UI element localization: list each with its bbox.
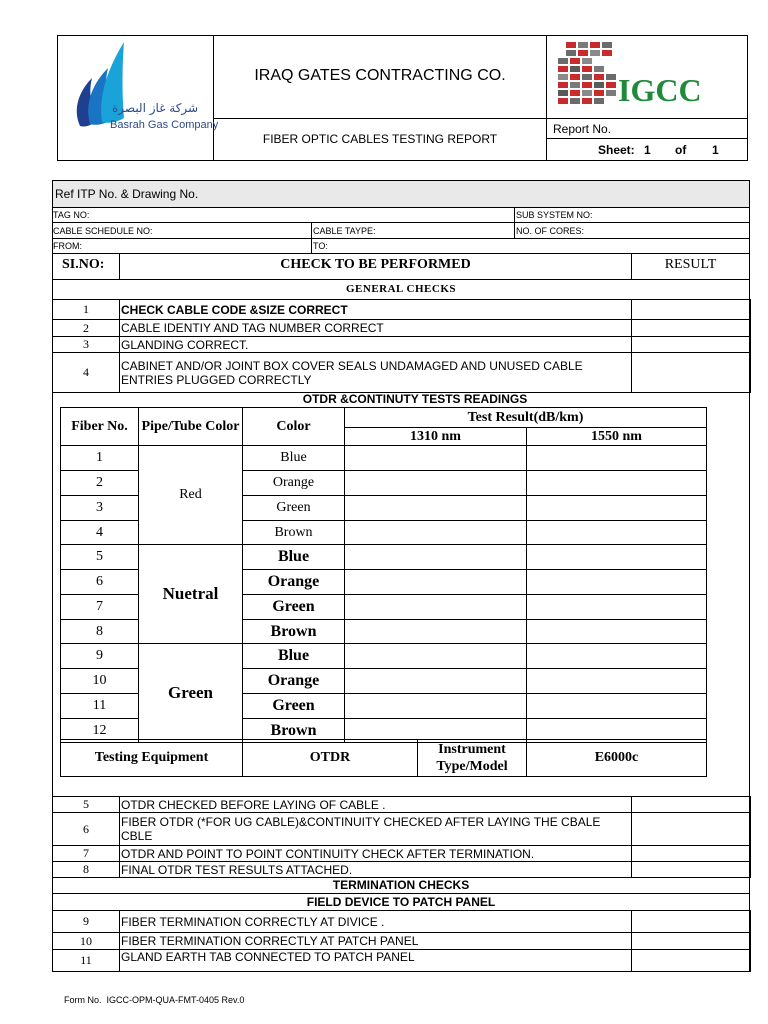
divider — [119, 253, 120, 279]
general-checks-table — [52, 299, 751, 393]
fiber-number: 2 — [61, 471, 139, 496]
result-1550-cell[interactable] — [527, 620, 707, 644]
termination-checks-title: TERMINATION CHECKS — [332, 878, 470, 892]
cable-type-label: CABLE TAYPE: — [313, 226, 376, 236]
result-cell[interactable] — [632, 797, 751, 813]
table-row — [53, 862, 751, 878]
fiber-color: Green — [243, 496, 345, 521]
table-row — [53, 320, 751, 337]
divider — [52, 207, 750, 208]
result-cell[interactable] — [632, 320, 751, 337]
result-1310-cell[interactable] — [345, 595, 527, 620]
testing-equipment-value: OTDR — [243, 740, 418, 777]
termination-checks-table — [52, 910, 751, 972]
company-name: IRAQ GATES CONTRACTING CO. — [254, 67, 506, 84]
divider — [52, 279, 750, 280]
result-cell[interactable] — [632, 933, 751, 950]
check-text: OTDR CHECKED BEFORE LAYING OF CABLE . — [120, 797, 632, 813]
check-text: CABINET AND/OR JOINT BOX COVER SEALS UNDAMAGED AND UNUSED CABLE ENTRIES PLUGGED CORRECTLY — [120, 353, 632, 393]
result-cell[interactable] — [632, 862, 751, 878]
table-row — [53, 813, 751, 846]
result-cell[interactable] — [632, 300, 751, 320]
table-row — [53, 950, 751, 972]
tag-no-label: TAG NO: — [53, 210, 90, 220]
result-1310-cell[interactable] — [345, 496, 527, 521]
check-text: GLAND EARTH TAB CONNECTED TO PATCH PANEL — [120, 950, 632, 972]
fiber-color: Blue — [243, 446, 345, 471]
form-number: Form No. IGCC-OPM-QUA-FMT-0405 Rev.0 — [64, 995, 245, 1005]
cable-schedule-no-label: CABLE SCHEDULE NO: — [53, 226, 153, 236]
testing-equipment-label: Testing Equipment — [61, 740, 243, 777]
check-text: OTDR AND POINT TO POINT CONTINUITY CHECK AFTER TERMINATION. — [120, 846, 632, 862]
result-1550-cell[interactable] — [527, 521, 707, 545]
tube-color: Red — [139, 446, 243, 545]
result-1310-cell[interactable] — [345, 620, 527, 644]
sheet-of: of — [675, 143, 687, 157]
fiber-color: Blue — [243, 545, 345, 570]
left-logo-english: Basrah Gas Company — [110, 119, 219, 131]
result-1310-cell[interactable] — [345, 521, 527, 545]
check-header: CHECK TO BE PERFORMED — [280, 257, 471, 272]
fiber-no-header: Fiber No. — [61, 408, 139, 446]
report-no-label: Report No. — [553, 122, 612, 136]
divider — [52, 238, 750, 239]
row-number: 8 — [53, 862, 120, 878]
fiber-color: Orange — [243, 669, 345, 694]
otdr-section-title: OTDR &CONTINUTY TESTS READINGS — [302, 392, 528, 406]
result-cell[interactable] — [632, 846, 751, 862]
table-row — [61, 545, 707, 570]
check-text: FIBER TERMINATION CORRECTLY AT PATCH PANEL — [120, 933, 632, 950]
divider — [546, 35, 547, 161]
fiber-number: 9 — [61, 644, 139, 669]
field-device-title: FIELD DEVICE TO PATCH PANEL — [306, 895, 496, 909]
general-checks-title: GENERAL CHECKS — [346, 283, 456, 295]
tube-color: Green — [139, 644, 243, 743]
result-1550-cell[interactable] — [527, 644, 707, 669]
left-logo-arabic: شركة غاز البصرة — [112, 101, 199, 115]
divider — [52, 253, 750, 254]
divider — [631, 253, 632, 279]
row-number: 7 — [53, 846, 120, 862]
result-header: RESULT — [664, 257, 717, 272]
fiber-color: Brown — [243, 521, 345, 545]
result-1550-cell[interactable] — [527, 669, 707, 694]
sheet-num: 1 — [644, 143, 651, 157]
row-number: 1 — [53, 300, 120, 320]
divider — [52, 222, 750, 223]
row-number: 2 — [53, 320, 120, 337]
fiber-color: Green — [243, 694, 345, 719]
fiber-number: 12 — [61, 719, 139, 743]
fiber-number: 3 — [61, 496, 139, 521]
ref-itp-label: Ref ITP No. & Drawing No. — [55, 187, 199, 201]
from-label: FROM: — [53, 241, 82, 251]
result-1310-cell[interactable] — [345, 471, 527, 496]
nm-1550-header: 1550 nm — [527, 428, 707, 446]
divider — [52, 893, 750, 894]
result-1310-cell[interactable] — [345, 570, 527, 595]
fiber-number: 10 — [61, 669, 139, 694]
fiber-color: Brown — [243, 719, 345, 743]
testing-equipment-table — [60, 739, 707, 777]
table-row — [53, 300, 751, 320]
sl-no-header: SI.NO: — [62, 257, 105, 272]
table-row — [53, 911, 751, 933]
fiber-test-table — [60, 407, 707, 743]
nm-1310-header: 1310 nm — [345, 428, 527, 446]
to-label: TO: — [313, 241, 328, 251]
divider — [514, 207, 515, 238]
row-number: 4 — [53, 353, 120, 393]
result-1550-cell[interactable] — [527, 446, 707, 471]
check-text: FIBER TERMINATION CORRECTLY AT DIVICE . — [120, 911, 632, 933]
sheet-label: Sheet: — [598, 143, 635, 157]
row-number: 6 — [53, 813, 120, 846]
divider — [213, 118, 748, 119]
fiber-number: 5 — [61, 545, 139, 570]
check-text: FIBER OTDR (*FOR UG CABLE)&CONTINUITY CHECKED AFTER LAYING THE CBALE CBLE — [120, 813, 632, 846]
result-1550-cell[interactable] — [527, 570, 707, 595]
result-cell[interactable] — [632, 813, 751, 846]
result-1310-cell[interactable] — [345, 644, 527, 669]
result-cell[interactable] — [632, 337, 751, 353]
otdr-checks-table — [52, 796, 751, 878]
result-1550-cell[interactable] — [527, 545, 707, 570]
table-row — [53, 933, 751, 950]
fiber-number: 1 — [61, 446, 139, 471]
result-cell[interactable] — [632, 353, 751, 393]
fiber-number: 7 — [61, 595, 139, 620]
report-title: FIBER OPTIC CABLES TESTING REPORT — [262, 132, 498, 146]
sub-system-no-label: SUB SYSTEM NO: — [516, 210, 593, 220]
pipe-tube-header: Pipe/Tube Color — [139, 408, 243, 446]
row-number: 10 — [53, 933, 120, 950]
result-1550-cell[interactable] — [527, 496, 707, 521]
instrument-label: Instrument Type/Model — [418, 740, 527, 777]
table-row — [61, 408, 707, 428]
table-row — [53, 353, 751, 393]
check-text: GLANDING CORRECT. — [120, 337, 632, 353]
fiber-number: 8 — [61, 620, 139, 644]
fiber-number: 6 — [61, 570, 139, 595]
fiber-color: Green — [243, 595, 345, 620]
table-row — [53, 797, 751, 813]
result-1310-cell[interactable] — [345, 694, 527, 719]
check-text: CHECK CABLE CODE &SIZE CORRECT — [120, 300, 632, 320]
divider — [546, 138, 748, 139]
fiber-color: Blue — [243, 644, 345, 669]
test-result-header: Test Result(dB/km) — [345, 408, 707, 428]
right-logo-text: IGCC — [618, 72, 702, 108]
sheet-total: 1 — [712, 143, 719, 157]
table-row — [61, 446, 707, 471]
fiber-color: Brown — [243, 620, 345, 644]
result-cell[interactable] — [632, 950, 751, 972]
result-1550-cell[interactable] — [527, 471, 707, 496]
basrah-gas-logo — [66, 38, 206, 156]
fiber-number: 11 — [61, 694, 139, 719]
row-number: 9 — [53, 911, 120, 933]
table-row — [53, 337, 751, 353]
no-of-cores-label: NO. OF CORES: — [516, 226, 585, 236]
color-header: Color — [243, 408, 345, 446]
result-1310-cell[interactable] — [345, 545, 527, 570]
row-number: 11 — [53, 950, 120, 972]
result-cell[interactable] — [632, 911, 751, 933]
fiber-color: Orange — [243, 570, 345, 595]
result-1310-cell[interactable] — [345, 446, 527, 471]
row-number: 5 — [53, 797, 120, 813]
check-text: CABLE IDENTIY AND TAG NUMBER CORRECT — [120, 320, 632, 337]
divider — [311, 222, 312, 253]
fiber-color: Orange — [243, 471, 345, 496]
tube-color: Nuetral — [139, 545, 243, 644]
result-1550-cell[interactable] — [527, 595, 707, 620]
table-row — [53, 846, 751, 862]
flame-icon — [66, 38, 206, 156]
instrument-value: E6000c — [527, 740, 707, 777]
result-1550-cell[interactable] — [527, 694, 707, 719]
result-1310-cell[interactable] — [345, 669, 527, 694]
row-number: 3 — [53, 337, 120, 353]
check-text: FINAL OTDR TEST RESULTS ATTACHED. — [120, 862, 632, 878]
fiber-number: 4 — [61, 521, 139, 545]
table-row — [61, 644, 707, 669]
table-row — [61, 740, 707, 777]
